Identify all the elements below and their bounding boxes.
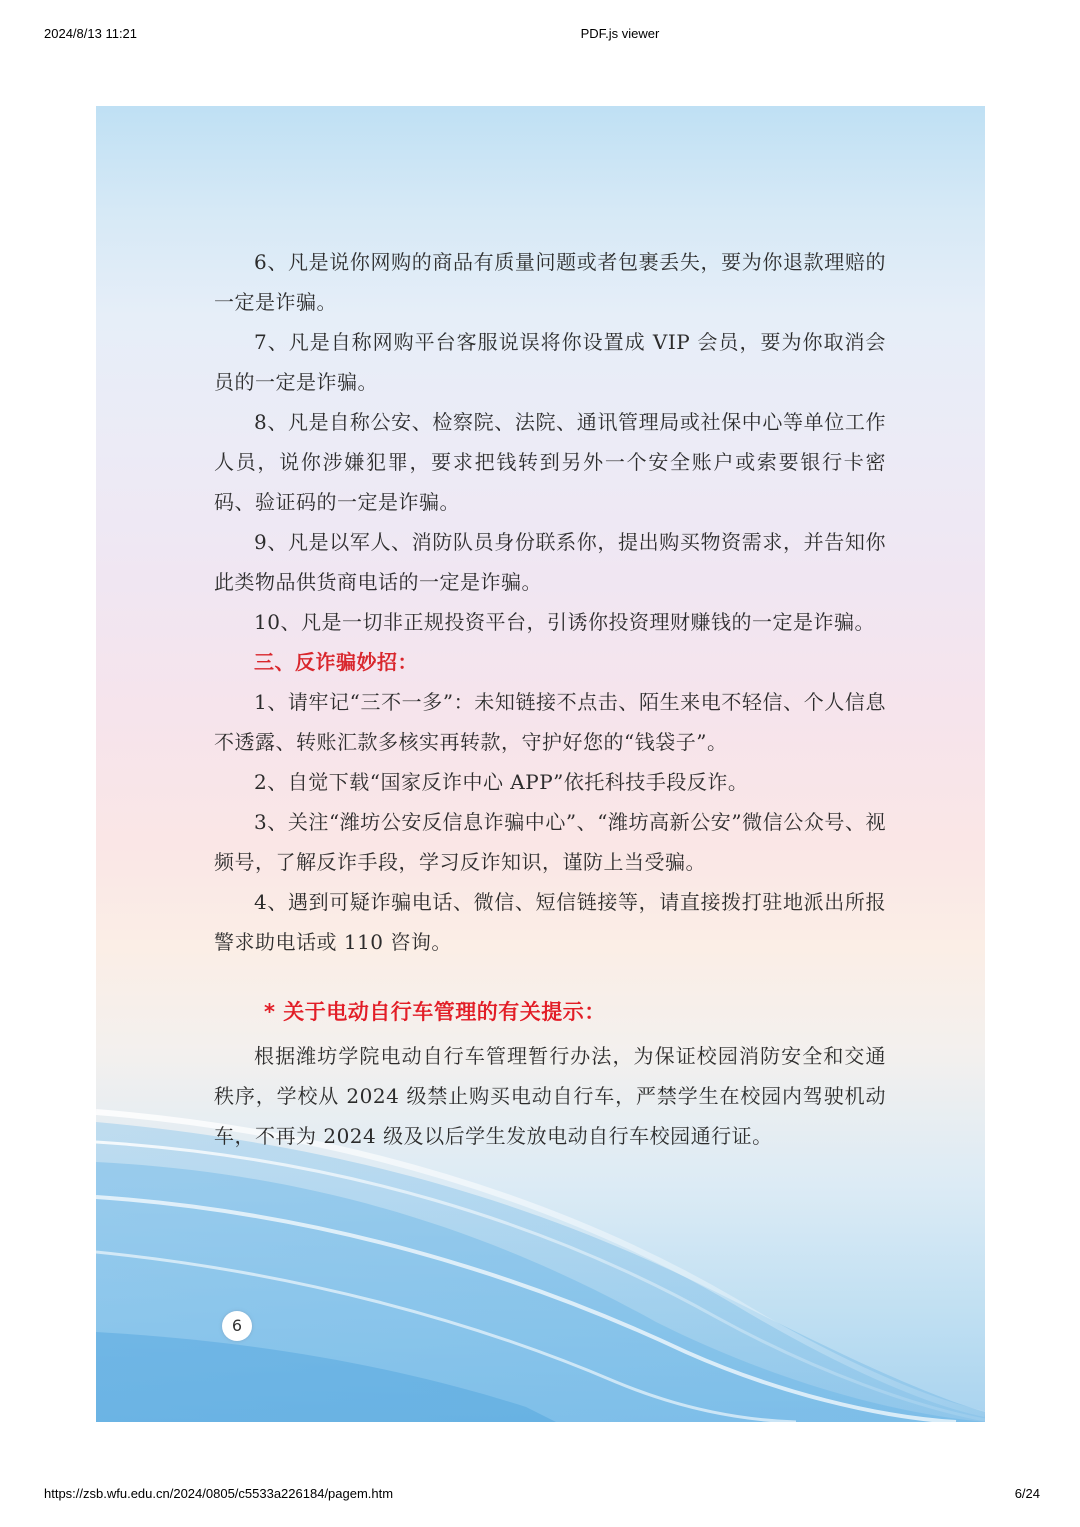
item-7: 7、凡是自称网购平台客服说误将你设置成 VIP 会员，要为你取消会员的一定是诈骗。 <box>214 330 886 394</box>
section-heading-tips: 三、反诈骗妙招： <box>254 650 418 674</box>
item-10: 10、凡是一切非正规投资平台，引诱你投资理财赚钱的一定是诈骗。 <box>254 610 875 634</box>
item-9: 9、凡是以军人、消防队员身份联系你，提出购买物资需求，并告知你此类物品供货商电话的一定是诈骗。 <box>214 530 886 594</box>
print-page-count: 6/24 <box>1014 1486 1040 1501</box>
item-8: 8、凡是自称公安、检察院、法院、通讯管理局或社保中心等单位工作人员，说你涉嫌犯罪，要求把钱转到另外一个安全账户或索要银行卡密码、验证码的一定是诈骗。 <box>214 410 886 514</box>
print-header <box>0 26 1080 50</box>
document-page <box>96 106 985 1422</box>
page-number-badge: 6 <box>222 1311 252 1341</box>
notice-title: * 关于电动自行车管理的有关提示： <box>264 1000 606 1024</box>
item-6: 6、凡是说你网购的商品有质量问题或者包裹丢失，要为你退款理赔的一定是诈骗。 <box>214 250 886 314</box>
tip-2: 2、自觉下载“国家反诈中心 APP”依托科技手段反诈。 <box>254 770 749 794</box>
print-datetime: 2024/8/13 11:21 <box>44 26 138 41</box>
tip-4: 4、遇到可疑诈骗电话、微信、短信链接等，请直接拨打驻地派出所报警求助电话或 110 咨询。 <box>214 890 886 954</box>
print-title: PDF.js viewer <box>580 26 660 41</box>
print-footer <box>0 1486 1080 1510</box>
notice-body: 根据潍坊学院电动自行车管理暂行办法，为保证校园消防安全和交通秩序，学校从 2024 级禁止购买电动自行车，严禁学生在校园内驾驶机动车，不再为 2024 级及以后学生发放电动自行车校园通行证。 <box>214 1044 886 1148</box>
tip-1: 1、请牢记“三不一多”：未知链接不点击、陌生来电不轻信、个人信息不透露、转账汇款多核实再转款，守护好您的“钱袋子”。 <box>214 690 886 754</box>
print-url: https://zsb.wfu.edu.cn/2024/0805/c5533a226184/pagem.htm <box>44 1486 394 1501</box>
document-body <box>214 242 886 1156</box>
tip-3: 3、关注“潍坊公安反信息诈骗中心”、“潍坊高新公安”微信公众号、视频号，了解反诈手段，学习反诈知识，谨防上当受骗。 <box>214 810 886 874</box>
